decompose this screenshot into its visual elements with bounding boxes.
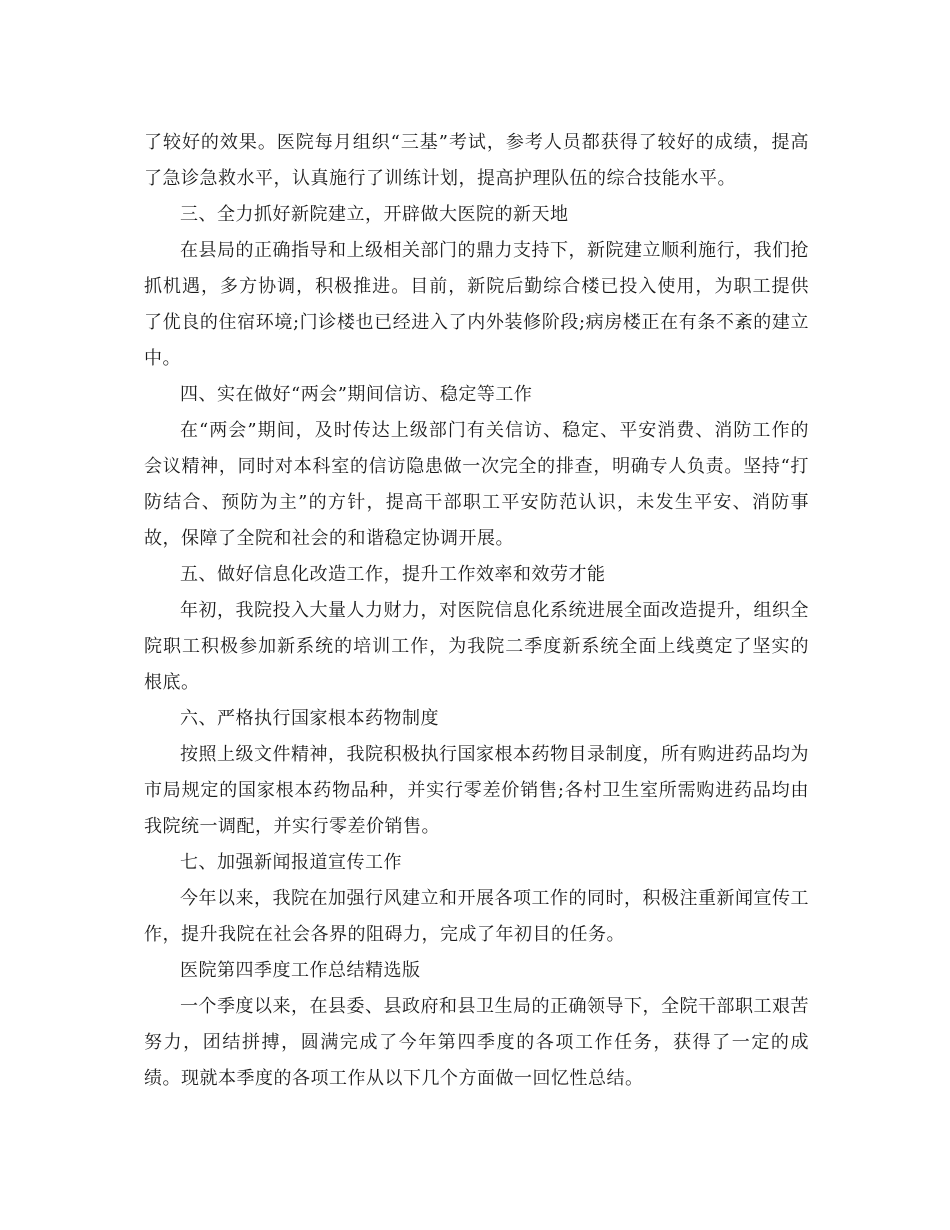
- section-heading-5: 五、做好信息化改造工作，提升工作效率和效劳才能: [180, 564, 606, 585]
- section-heading-6: 六、严格执行国家根本药物制度: [180, 708, 439, 729]
- paragraph-continued: 了较好的效果。医院每月组织“三基”考试，参考人员都获得了较好的成绩，提高了急诊急救水平，认真施行了训练计划，提高护理队伍的综合技能水平。: [144, 132, 809, 189]
- document-body: [144, 125, 809, 1097]
- paragraph: 在县局的正确指导和上级相关部门的鼎力支持下，新院建立顺利施行，我们抢抓机遇，多方协调，积极推进。目前，新院后勤综合楼已投入使用，为职工提供了优良的住宿环境;门诊楼也已经进入了内外装修阶段;病房楼正在有条不紊的建立中。: [144, 240, 809, 369]
- paragraph: 按照上级文件精神，我院积极执行国家根本药物目录制度，所有购进药品均为市局规定的国家根本药物品种，并实行零差价销售;各村卫生室所需购进药品均由我院统一调配，并实行零差价销售。: [144, 744, 809, 837]
- paragraph: 年初，我院投入大量人力财力，对医院信息化系统进展全面改造提升，组织全院职工积极参加新系统的培训工作，为我院二季度新系统全面上线奠定了坚实的根底。: [144, 600, 809, 693]
- paragraph: 今年以来，我院在加强行风建立和开展各项工作的同时，积极注重新闻宣传工作，提升我院在社会各界的阻碍力，完成了年初目的任务。: [144, 888, 809, 945]
- paragraph: 一个季度以来，在县委、县政府和县卫生局的正确领导下，全院干部职工艰苦努力，团结拼搏，圆满完成了今年第四季度的各项工作任务，获得了一定的成绩。现就本季度的各项工作从以下几个方面做一回忆性总结。: [144, 996, 809, 1089]
- section-heading-title: 医院第四季度工作总结精选版: [180, 960, 421, 981]
- paragraph: 在“两会”期间，及时传达上级部门有关信访、稳定、平安消费、消防工作的会议精神，同时对本科室的信访隐患做一次完全的排查，明确专人负责。坚持“打防结合、预防为主”的方针，提高干部职工平安防范认识，未发生平安、消防事故，保障了全院和社会的和谐稳定协调开展。: [144, 420, 809, 549]
- section-heading-4: 四、实在做好“两会”期间信访、稳定等工作: [180, 384, 533, 405]
- section-heading-7: 七、加强新闻报道宣传工作: [180, 852, 402, 873]
- section-heading-3: 三、全力抓好新院建立，开辟做大医院的新天地: [180, 204, 569, 225]
